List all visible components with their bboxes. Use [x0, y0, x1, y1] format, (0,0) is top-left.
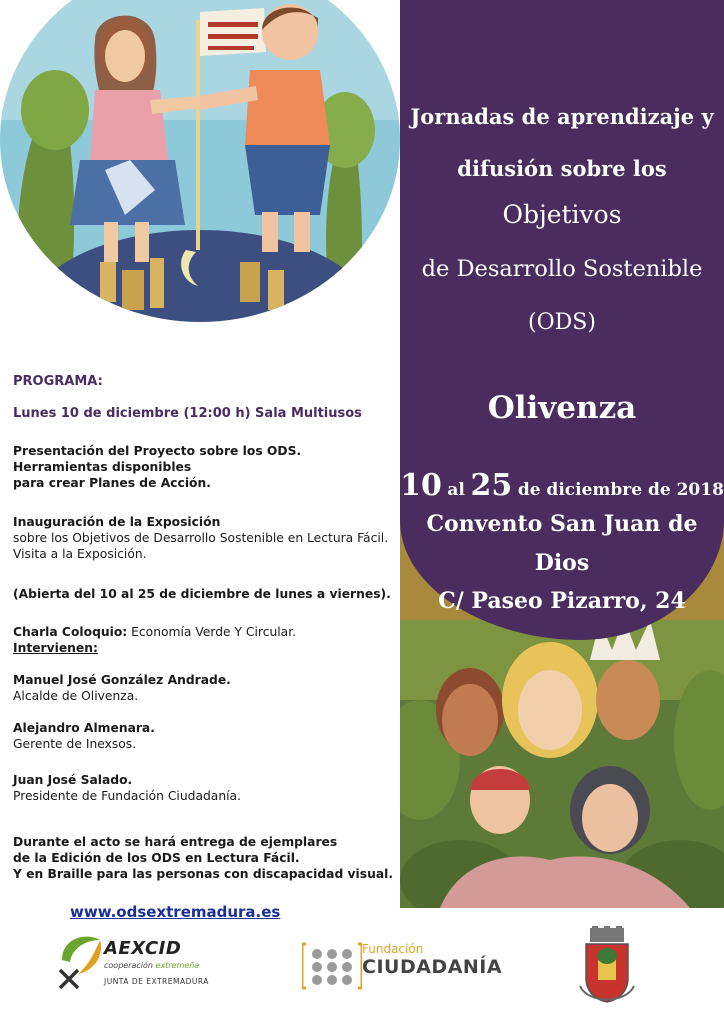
date-separator: al [447, 480, 465, 500]
speaker-2 [13, 720, 399, 752]
charla-line [13, 624, 399, 640]
banner-title-line-3: Objetivos [502, 200, 622, 229]
fundacion-ciudadania-logo [302, 940, 362, 992]
banner-title-line-2: difusión sobre los [457, 156, 667, 181]
banner-title-line-1: Jornadas de aprendizaje y [410, 104, 714, 129]
event-city: Olivenza [487, 390, 637, 426]
olivenza-crest-logo [578, 926, 636, 1008]
presentation-line: Presentación del Proyecto sobre los ODS. [13, 444, 302, 458]
inauguration-line: sobre los Objetivos de Desarrollo Sostenible en Lectura Fácil. [13, 531, 389, 545]
aexcid-junta: JUNTA DE EXTREMADURA [104, 977, 209, 986]
closing-line: Durante el acto se hará entrega de ejemplares [13, 835, 338, 849]
speaker-name: Alejandro Almenara. [13, 721, 155, 735]
illustration-children-flag [0, 0, 400, 322]
charla-topic: Economía Verde Y Circular. [131, 625, 297, 639]
website-link[interactable]: www.odsextremadura.es [70, 903, 281, 921]
ciudadania-label: CIUDADANÍA [362, 956, 503, 978]
speaker-role: Alcalde de Olivenza. [13, 689, 139, 703]
program-date: Lunes 10 de diciembre (12:00 h) Sala Multiusos [13, 406, 362, 421]
venue-line-2: Dios [534, 550, 590, 576]
speaker-3 [13, 772, 399, 804]
closing-line: Y en Braille para las personas con discapacidad visual. [13, 867, 394, 881]
aexcid-sub-a: cooperación [104, 961, 153, 970]
closing-line: de la Edición de los ODS en Lectura Fácil. [13, 851, 300, 865]
speaker-role: Presidente de Fundación Ciudadanía. [13, 789, 241, 803]
venue-address: C/ Paseo Pizarro, 24 [438, 588, 686, 614]
inauguration-title: Inauguración de la Exposición [13, 515, 221, 529]
event-dates [400, 468, 724, 503]
speaker-role: Gerente de Inexsos. [13, 737, 137, 751]
aexcid-subtitle [104, 961, 199, 970]
speaker-1 [13, 672, 399, 704]
speaker-name: Juan José Salado. [13, 773, 133, 787]
program-heading: PROGRAMA: [13, 374, 103, 389]
fundacion-label: Fundación [362, 942, 424, 956]
date-to: 25 [470, 468, 513, 503]
charla-block [13, 624, 399, 656]
presentation-line: Herramientas disponibles [13, 460, 192, 474]
exhibition-open-note: (Abierta del 10 al 25 de diciembre de lunes a viernes). [13, 587, 391, 601]
date-from: 10 [400, 468, 442, 503]
presentation-block [13, 443, 399, 491]
aexcid-sub-b: extremeña [155, 961, 200, 970]
venue-line-1: Convento San Juan de [426, 511, 698, 537]
closing-note [13, 834, 399, 882]
banner-title-line-5: (ODS) [528, 310, 596, 335]
inauguration-line: Visita a la Exposición. [13, 547, 147, 561]
speaker-name: Manuel José González Andrade. [13, 673, 231, 687]
aexcid-wordmark: AEXCID [104, 938, 182, 959]
banner-title-line-4: de Desarrollo Sostenible [421, 256, 703, 282]
presentation-line: para crear Planes de Acción. [13, 476, 211, 490]
charla-label: Charla Coloquio: [13, 625, 128, 639]
inauguration-block [13, 514, 399, 562]
date-rest: de diciembre de 2018 [517, 480, 724, 500]
intervienen-label: Intervienen: [13, 641, 98, 655]
